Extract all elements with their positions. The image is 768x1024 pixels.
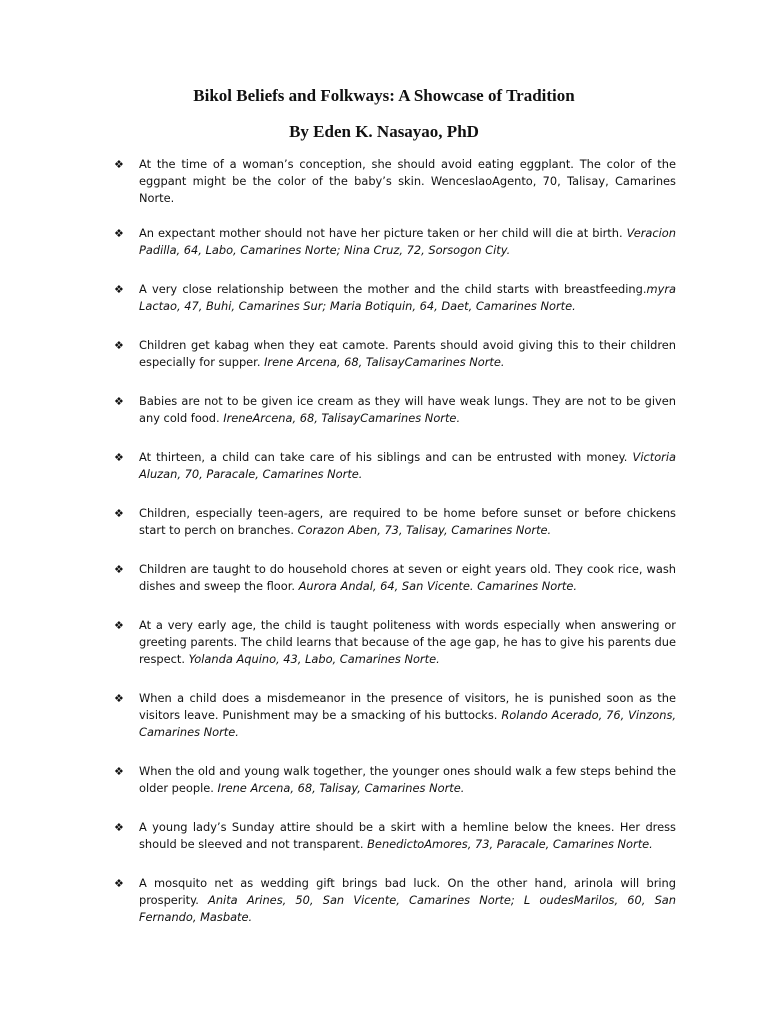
- list-item: [114, 393, 676, 427]
- diamond-bullet-icon: ❖: [114, 821, 124, 834]
- belief-source: Irene Arcena, 68, Talisay, Camarines Norte.: [213, 781, 465, 795]
- list-item: [114, 281, 676, 315]
- diamond-bullet-icon: ❖: [114, 877, 124, 890]
- belief-text: When the old and young walk together, the younger ones should walk a few steps behind the older people.: [139, 764, 676, 795]
- list-item: [114, 875, 676, 926]
- diamond-bullet-icon: ❖: [114, 227, 124, 240]
- list-item: [114, 819, 676, 853]
- diamond-bullet-icon: ❖: [114, 507, 124, 520]
- belief-source: Victoria Aluzan, 70, Paracale, Camarines Norte.: [139, 450, 677, 481]
- belief-source: Anita Arines, 50, San Vicente, Camarines Norte; L oudesMarilos, 60, San Fernando, Masbate.: [139, 893, 676, 924]
- diamond-bullet-icon: ❖: [114, 339, 124, 352]
- belief-text: At thirteen, a child can take care of his siblings and can be entrusted with money.: [139, 450, 628, 464]
- belief-source: Yolanda Aquino, 43, Labo, Camarines Norte.: [184, 652, 440, 666]
- list-item: [114, 690, 676, 741]
- list-item: [114, 337, 676, 371]
- belief-text: When a child does a misdemeanor in the presence of visitors, he is punished soon as the visitors leave. Punishment may be a smacking of his buttocks.: [139, 691, 676, 722]
- diamond-bullet-icon: ❖: [114, 765, 124, 778]
- belief-text: At the time of a woman’s conception, she should avoid eating eggplant. The color of the eggpant might be the color of the baby’s skin. WenceslaoAgento, 70, Talisay, Camarines Norte.: [139, 157, 676, 205]
- belief-source: BenedictoAmores, 73, Paracale, Camarines Norte.: [363, 837, 653, 851]
- belief-text: Children are taught to do household chores at seven or eight years old. They cook rice, wash dishes and sweep the floor.: [139, 562, 676, 593]
- beliefs-list: [114, 156, 676, 944]
- list-item: [114, 156, 676, 207]
- belief-text: At a very early age, the child is taught politeness with words especially when answering or greeting parents. The child learns that because of the age gap, he has to give his parents due respect.: [139, 618, 676, 666]
- belief-source: Aurora Andal, 64, San Vicente. Camarines Norte.: [294, 579, 578, 593]
- document-title: Bikol Beliefs and Folkways: A Showcase of Tradition: [193, 86, 575, 105]
- diamond-bullet-icon: ❖: [114, 563, 124, 576]
- list-item: [114, 763, 676, 797]
- list-item: [114, 561, 676, 595]
- belief-source: IreneArcena, 68, TalisayCamarines Norte.: [219, 411, 461, 425]
- belief-text: Children get kabag when they eat camote. Parents should avoid giving this to their children especially for supper.: [139, 338, 676, 369]
- diamond-bullet-icon: ❖: [114, 158, 124, 171]
- list-item: [114, 505, 676, 539]
- list-item: [114, 617, 676, 668]
- diamond-bullet-icon: ❖: [114, 283, 124, 296]
- list-item: [114, 225, 676, 259]
- belief-source: Irene Arcena, 68, TalisayCamarines Norte.: [260, 355, 505, 369]
- belief-source: Veracion Padilla, 64, Labo, Camarines Norte; Nina Cruz, 72, Sorsogon City.: [139, 226, 676, 257]
- list-item: [114, 449, 676, 483]
- belief-source: Rolando Acerado, 76, Vinzons, Camarines Norte.: [139, 708, 676, 739]
- belief-text: A very close relationship between the mother and the child starts with breastfeeding.: [139, 282, 647, 296]
- diamond-bullet-icon: ❖: [114, 692, 124, 705]
- belief-text: Babies are not to be given ice cream as they will have weak lungs. They are not to be given any cold food.: [139, 394, 676, 425]
- belief-source: myra Lactao, 47, Buhi, Camarines Sur; Maria Botiquin, 64, Daet, Camarines Norte.: [139, 282, 676, 313]
- belief-text: An expectant mother should not have her picture taken or her child will die at birth.: [139, 226, 623, 240]
- belief-text: Children, especially teen-agers, are required to be home before sunset or before chickens start to perch on branches.: [139, 506, 676, 537]
- diamond-bullet-icon: ❖: [114, 395, 124, 408]
- belief-source: Corazon Aben, 73, Talisay, Camarines Norte.: [293, 523, 552, 537]
- diamond-bullet-icon: ❖: [114, 451, 124, 464]
- belief-text: A mosquito net as wedding gift brings bad luck. On the other hand, arinola will bring prosperity.: [139, 876, 676, 907]
- diamond-bullet-icon: ❖: [114, 619, 124, 632]
- document-author: By Eden K. Nasayao, PhD: [289, 122, 479, 141]
- belief-text: A young lady’s Sunday attire should be a skirt with a hemline below the knees. Her dress should be sleeved and not transparent.: [139, 820, 676, 851]
